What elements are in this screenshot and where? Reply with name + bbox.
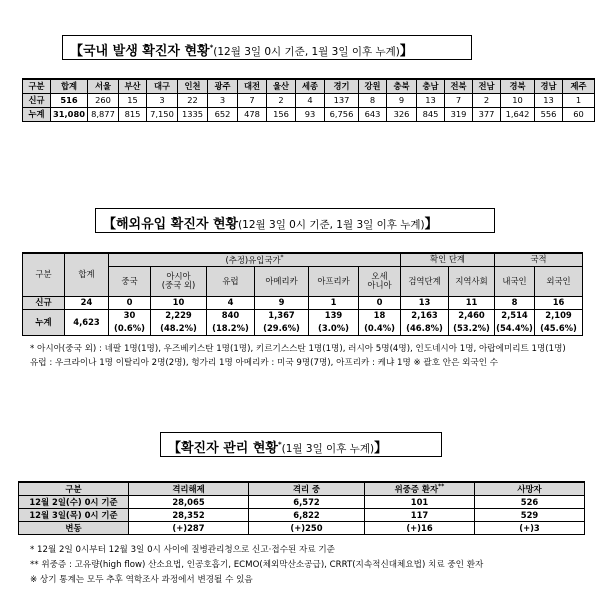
- domestic-value-cell: 556: [535, 108, 563, 122]
- overseas-value-cell: 2,109: [535, 309, 583, 322]
- overseas-value-cell: 13: [401, 296, 449, 309]
- domestic-value-cell: 7: [238, 94, 267, 108]
- domestic-value-cell: 2: [473, 94, 501, 108]
- domestic-value-cell: 7: [445, 94, 473, 108]
- domestic-header-cell: 제주: [563, 79, 595, 94]
- domestic-value-cell: 22: [178, 94, 208, 108]
- overseas-note-1: * 아시아(중국 외) : 네팔 1명(1명), 우즈베키스탄 1명(1명), 키르기스스탄 1명(1명), 러시아 5명(4명), 인도네시아 1명, 아랍에미리트 1명(1명): [30, 344, 566, 354]
- overseas-title-text: 【해외유입 확진자 현황: [103, 217, 239, 232]
- management-header-cell: [365, 482, 475, 496]
- domestic-header-cell: 광주: [208, 79, 238, 94]
- domestic-value-cell: 516: [51, 94, 88, 108]
- overseas-subheader-cell: 중국: [109, 266, 151, 296]
- domestic-value-cell: 13: [417, 94, 445, 108]
- overseas-subheader-cell: 검역단계: [401, 266, 449, 296]
- domestic-value-cell: 15: [119, 94, 147, 108]
- domestic-close-bracket: 】: [399, 44, 413, 59]
- management-title-sup: *: [277, 440, 282, 449]
- overseas-note-2: 유럽 : 우크라이나 1명 이탈리아 2명(2명), 헝가리 1명 아메리카 : 미국 9명(7명), 아프리카 : 케냐 1명 ※ 괄호 안은 외국인 수: [30, 358, 499, 368]
- overseas-subheader-cell: 내국인: [495, 266, 535, 296]
- overseas-pct-cell: (45.6%): [535, 322, 583, 335]
- domestic-table: [22, 78, 595, 122]
- overseas-value-cell: 2,460: [449, 309, 495, 322]
- domestic-value-cell: 2: [267, 94, 296, 108]
- domestic-header-cell: 구분: [23, 79, 51, 94]
- overseas-value-cell: 1: [309, 296, 359, 309]
- overseas-value-cell: 1,367: [255, 309, 309, 322]
- domestic-value-cell: 1: [563, 94, 595, 108]
- overseas-subheader-cell: 오세 아니아: [359, 266, 401, 296]
- management-value-cell: (+)287: [129, 522, 249, 535]
- domestic-value-cell: 326: [387, 108, 417, 122]
- management-header-cell: [475, 482, 585, 496]
- management-header-text: 위중증 환자: [394, 483, 439, 494]
- domestic-header-cell: 울산: [267, 79, 296, 94]
- overseas-row-cum: [23, 309, 583, 322]
- domestic-value-cell: 8,877: [88, 108, 119, 122]
- overseas-table: [22, 252, 583, 336]
- overseas-pct-cell: (0.4%): [359, 322, 401, 335]
- management-value-cell: 101: [365, 496, 475, 509]
- management-value-cell: 6,572: [249, 496, 365, 509]
- domestic-header-cell: 경기: [325, 79, 359, 94]
- domestic-title: [70, 40, 413, 59]
- management-note-2: ** 위중증 : 고유량(high flow) 산소요법, 인공호흡기, ECMO(체외막산소공급), CRRT(지속적신대체요법) 치료 중인 환자: [30, 560, 484, 570]
- domestic-value-cell: 3: [208, 94, 238, 108]
- overseas-subtitle: (12월 3일 0시 기준, 1월 3일 이후 누계): [238, 219, 425, 231]
- overseas-subheader-cell: 아프리카: [309, 266, 359, 296]
- overseas-value-cell: 2,163: [401, 309, 449, 322]
- domestic-value-cell: 260: [88, 94, 119, 108]
- domestic-value-cell: 137: [325, 94, 359, 108]
- overseas-h-total: 합계: [65, 253, 109, 296]
- management-header-cell: [129, 482, 249, 496]
- domestic-value-cell: 4: [296, 94, 325, 108]
- management-value-cell: (+)3: [475, 522, 585, 535]
- domestic-value-cell: 319: [445, 108, 473, 122]
- overseas-h-group: 구분: [23, 253, 65, 296]
- overseas-pct-cell: (53.2%): [449, 322, 495, 335]
- domestic-header-cell: 경북: [501, 79, 535, 94]
- overseas-h-estimated-text: (추정)유입국가: [225, 254, 281, 265]
- domestic-header-cell: 경남: [535, 79, 563, 94]
- management-note-1: * 12월 2일 0시부터 12월 3일 0시 사이에 질병관리청으로 신고·접수된 자료 기준: [30, 545, 335, 555]
- domestic-value-cell: 93: [296, 108, 325, 122]
- management-row: [19, 522, 585, 535]
- overseas-h-confirm: 확인 단계: [401, 253, 495, 266]
- overseas-pct-cell: (3.0%): [309, 322, 359, 335]
- domestic-header-cell: 서울: [88, 79, 119, 94]
- overseas-value-cell: 4: [207, 296, 255, 309]
- overseas-pct-cell: (46.8%): [401, 322, 449, 335]
- management-value-cell: 117: [365, 509, 475, 522]
- overseas-h-estimated: [109, 253, 401, 266]
- management-value-cell: 526: [475, 496, 585, 509]
- overseas-value-cell: 139: [309, 309, 359, 322]
- domestic-header-cell: 대전: [238, 79, 267, 94]
- domestic-value-cell: 7,150: [147, 108, 178, 122]
- domestic-value-cell: 815: [119, 108, 147, 122]
- overseas-pct-cell: (48.2%): [151, 322, 207, 335]
- domestic-value-cell: 478: [238, 108, 267, 122]
- overseas-h-estimated-sup: *: [280, 253, 284, 261]
- domestic-value-cell: 652: [208, 108, 238, 122]
- domestic-header-cell: 전남: [473, 79, 501, 94]
- domestic-header-row: [23, 79, 595, 94]
- domestic-header-cell: 충북: [387, 79, 417, 94]
- overseas-value-cell: 0: [109, 296, 151, 309]
- management-close-bracket: 】: [374, 441, 388, 456]
- domestic-value-cell: 3: [147, 94, 178, 108]
- overseas-subheader-cell: 유럽: [207, 266, 255, 296]
- domestic-title-sup: *: [209, 43, 214, 52]
- overseas-value-cell: 18: [359, 309, 401, 322]
- domestic-header-cell: 합계: [51, 79, 88, 94]
- management-value-cell: 28,065: [129, 496, 249, 509]
- overseas-value-cell: 30: [109, 309, 151, 322]
- management-header-text: 격리해제: [172, 483, 205, 494]
- domestic-header-cell: 인천: [178, 79, 208, 94]
- domestic-value-cell: 31,080: [51, 108, 88, 122]
- overseas-subheader-cell: 아시아 (중국 외): [151, 266, 207, 296]
- domestic-value-cell: 10: [501, 94, 535, 108]
- domestic-value-cell: 845: [417, 108, 445, 122]
- management-header-text: 구분: [65, 483, 82, 494]
- overseas-row-label: 신규: [23, 296, 65, 309]
- management-row-label: 12월 2일(수) 0시 기준: [19, 496, 129, 509]
- management-value-cell: 529: [475, 509, 585, 522]
- management-row: [19, 496, 585, 509]
- management-header-row: [19, 482, 585, 496]
- domestic-header-cell: 충남: [417, 79, 445, 94]
- management-header-text: 사망자: [517, 483, 542, 494]
- management-value-cell: (+)16: [365, 522, 475, 535]
- domestic-row-label: 누계: [23, 108, 51, 122]
- overseas-subheader-cell: 외국인: [535, 266, 583, 296]
- overseas-title: [103, 213, 438, 232]
- domestic-title-text: 【국내 발생 확진자 현황: [70, 44, 210, 59]
- management-header-sup: **: [438, 483, 445, 491]
- domestic-header-cell: 대구: [147, 79, 178, 94]
- overseas-value-cell: 2,229: [151, 309, 207, 322]
- management-row-label: 변동: [19, 522, 129, 535]
- domestic-header-cell: 강원: [359, 79, 387, 94]
- management-header-cell: [19, 482, 129, 496]
- domestic-value-cell: 1,642: [501, 108, 535, 122]
- domestic-header-cell: 전북: [445, 79, 473, 94]
- domestic-value-cell: 13: [535, 94, 563, 108]
- management-value-cell: (+)250: [249, 522, 365, 535]
- overseas-pct-cell: (54.4%): [495, 322, 535, 335]
- management-subtitle: (1월 3일 이후 누계): [281, 443, 375, 455]
- domestic-value-cell: 8: [359, 94, 387, 108]
- domestic-row-cum: [23, 108, 595, 122]
- overseas-h-nationality: 국적: [495, 253, 583, 266]
- management-header-cell: [249, 482, 365, 496]
- overseas-header-row-1: [23, 253, 583, 266]
- overseas-value-cell: 8: [495, 296, 535, 309]
- management-note-3: ※ 상기 통계는 모두 추후 역학조사 과정에서 변경될 수 있음: [30, 575, 253, 585]
- overseas-subheader-cell: 아메리카: [255, 266, 309, 296]
- domestic-row-new: [23, 94, 595, 108]
- overseas-value-cell: 840: [207, 309, 255, 322]
- domestic-value-cell: 6,756: [325, 108, 359, 122]
- overseas-pct-cell: (29.6%): [255, 322, 309, 335]
- management-row-label: 12월 3일(목) 0시 기준: [19, 509, 129, 522]
- overseas-close-bracket: 】: [424, 217, 438, 232]
- overseas-subheader-cell: 지역사회: [449, 266, 495, 296]
- overseas-total-cell: 24: [65, 296, 109, 309]
- management-table: [18, 481, 585, 535]
- overseas-row-new: [23, 296, 583, 309]
- overseas-value-cell: 9: [255, 296, 309, 309]
- domestic-subtitle: (12월 3일 0시 기준, 1월 3일 이후 누계): [213, 46, 400, 58]
- overseas-total-cell: 4,623: [65, 309, 109, 335]
- overseas-pct-cell: (18.2%): [207, 322, 255, 335]
- management-value-cell: 28,352: [129, 509, 249, 522]
- domestic-header-cell: 세종: [296, 79, 325, 94]
- domestic-value-cell: 377: [473, 108, 501, 122]
- domestic-value-cell: 643: [359, 108, 387, 122]
- overseas-value-cell: 11: [449, 296, 495, 309]
- overseas-pct-cell: (0.6%): [109, 322, 151, 335]
- management-row: [19, 509, 585, 522]
- overseas-value-cell: 2,514: [495, 309, 535, 322]
- domestic-header-cell: 부산: [119, 79, 147, 94]
- domestic-value-cell: 156: [267, 108, 296, 122]
- management-value-cell: 6,822: [249, 509, 365, 522]
- management-title-text: 【확진자 관리 현황: [168, 441, 278, 456]
- overseas-row-label: 누계: [23, 309, 65, 335]
- overseas-value-cell: 16: [535, 296, 583, 309]
- management-title: [168, 437, 387, 456]
- overseas-value-cell: 0: [359, 296, 401, 309]
- domestic-value-cell: 60: [563, 108, 595, 122]
- domestic-row-label: 신규: [23, 94, 51, 108]
- overseas-value-cell: 10: [151, 296, 207, 309]
- domestic-value-cell: 1335: [178, 108, 208, 122]
- management-header-text: 격리 중: [292, 483, 321, 494]
- domestic-value-cell: 9: [387, 94, 417, 108]
